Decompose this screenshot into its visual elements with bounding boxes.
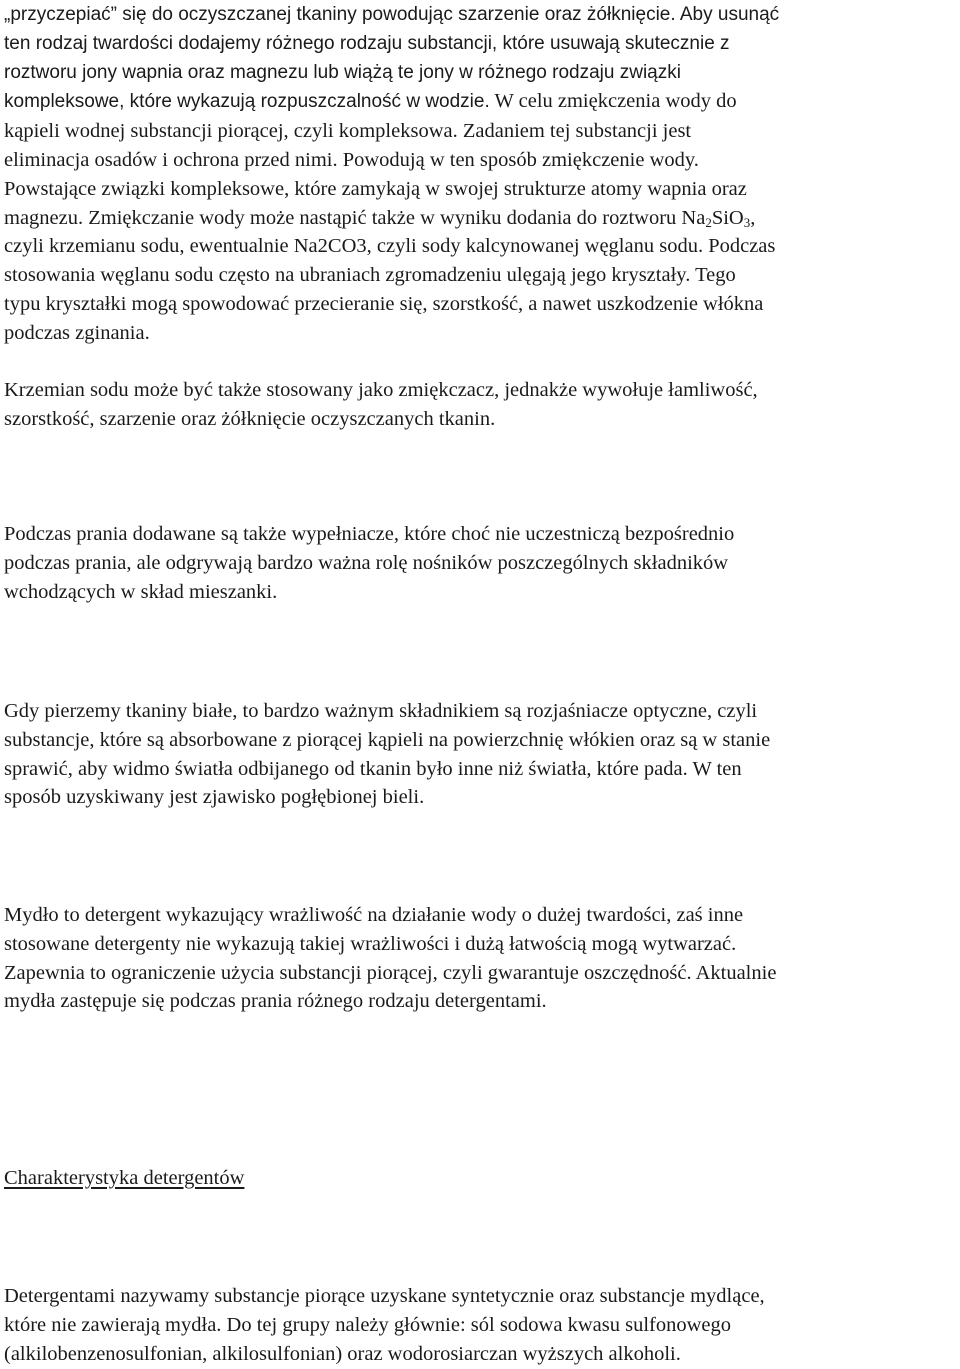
text-line: ten rodzaj twardości dodajemy różnego rodzaju substancji, które usuwają skutecznie z: [4, 32, 730, 54]
text-line: Zapewnia to ograniczenie użycia substancji piorącej, czyli gwarantuje oszczędność. Aktualnie: [4, 961, 777, 984]
text-line: eliminacja osadów i ochrona przed nimi. Powodują w ten sposób zmiękczenie wody.: [4, 148, 699, 171]
text-line: podczas prania, ale odgrywają bardzo ważna rolę nośników poszczególnych składników: [4, 551, 729, 574]
text-line: szorstkość, szarzenie oraz żółknięcie oczyszczanych tkanin.: [4, 407, 496, 430]
text-line: sposób uzyskiwany jest zjawisko pogłębionej bieli.: [4, 786, 425, 809]
text-line: stosowania węglanu sodu często na ubraniach zgromadzeniu ulęgają jego kryształy. Tego: [4, 264, 736, 287]
text-line: sprawić, aby widmo światła odbijanego od tkanin było inne niż światła, które pada. W ten: [4, 757, 742, 780]
text-line: stosowane detergenty nie wykazują takiej wrażliwości i dużą łatwością mogą wytwarzać.: [4, 932, 737, 955]
paragraph-optical-brighteners: [4, 697, 958, 812]
text-run: SiO: [711, 206, 744, 229]
text-line: roztworu jony wapnia oraz magnezu lub wiążą te jony w różnego rodzaju związki: [4, 61, 681, 83]
text-line: Detergentami nazywamy substancje piorące uzyskane syntetycznie oraz substancje mydlące,: [4, 1285, 765, 1307]
text-line: Gdy pierzemy tkaniny białe, to bardzo ważnym składnikiem są rozjaśniacze optyczne, czyli: [4, 700, 758, 722]
text-line: kąpieli wodnej substancji piorącej, czyli kompleksowa. Zadaniem tej substancji jest: [4, 120, 692, 143]
text-line: substancje, które są absorbowane z piorącej kąpieli na powierzchnię włókien oraz są w stanie: [4, 728, 771, 751]
text-line: Krzemian sodu może być także stosowany jako zmiękczacz, jednakże wywołuje łamliwość,: [4, 379, 758, 401]
paragraph-soap: [4, 901, 958, 1016]
text-line: [4, 0, 958, 30]
text-run: Zmiękczanie wody może nastąpić także w wyniku dodania do roztworu Na: [83, 206, 706, 229]
text-run: magnezu.: [4, 206, 84, 229]
text-line: mydła zastępuje się podczas prania różnego rodzaju detergentami.: [4, 990, 547, 1013]
section-heading: Charakterystyka detergentów: [4, 1167, 245, 1189]
subscript: 3: [743, 214, 751, 230]
paragraph-detergents-definition: [4, 1282, 958, 1368]
text-line: Powstające związki kompleksowe, które zamykają w swojej strukturze atomy wapnia oraz: [4, 177, 747, 200]
text-line: (alkilobenzenosulfonian, alkilosulfonian) oraz wodorosiarczan wyższych alkoholi.: [4, 1342, 681, 1365]
text-line: Podczas prania dodawane są także wypełniacze, które choć nie uczestniczą bezpośrednio: [4, 523, 735, 545]
text-run: ,: [750, 206, 756, 229]
paragraph-fillers: [4, 520, 958, 606]
text-run: W celu zmiękczenia wody do: [489, 90, 737, 113]
text-line-formula: [4, 204, 958, 233]
subscript: 2: [705, 214, 712, 230]
text-run: „przyczepiać” się do oczyszczanej tkaniny powodując szarzenie oraz żółknięcie.: [4, 4, 676, 25]
text-line: wchodzących w skład mieszanki.: [4, 580, 278, 603]
text-line: Mydło to detergent wykazujący wrażliwość na działanie wody o dużej twardości, zaś inne: [4, 904, 744, 926]
text-line: podczas zginania.: [4, 321, 150, 344]
text-run: kompleksowe, które wykazują rozpuszczalność w wodzie.: [4, 91, 490, 113]
text-line: [4, 87, 958, 117]
paragraph-sodium-silicate: [4, 376, 958, 434]
text-line: czyli krzemianu sodu, ewentualnie Na2CO3, czyli sody kalcynowanej węglanu sodu. Podczas: [4, 235, 776, 258]
text-line: typu kryształki mogą spowodować przecieranie się, szorstkość, a nawet uszkodzenie włókna: [4, 292, 764, 315]
text-line: które nie zawierają mydła. Do tej grupy należy głównie: sól sodowa kwasu sulfonowego: [4, 1313, 731, 1336]
text-run: Aby usunąć: [675, 4, 780, 25]
paragraph-water-softening: [4, 0, 958, 348]
